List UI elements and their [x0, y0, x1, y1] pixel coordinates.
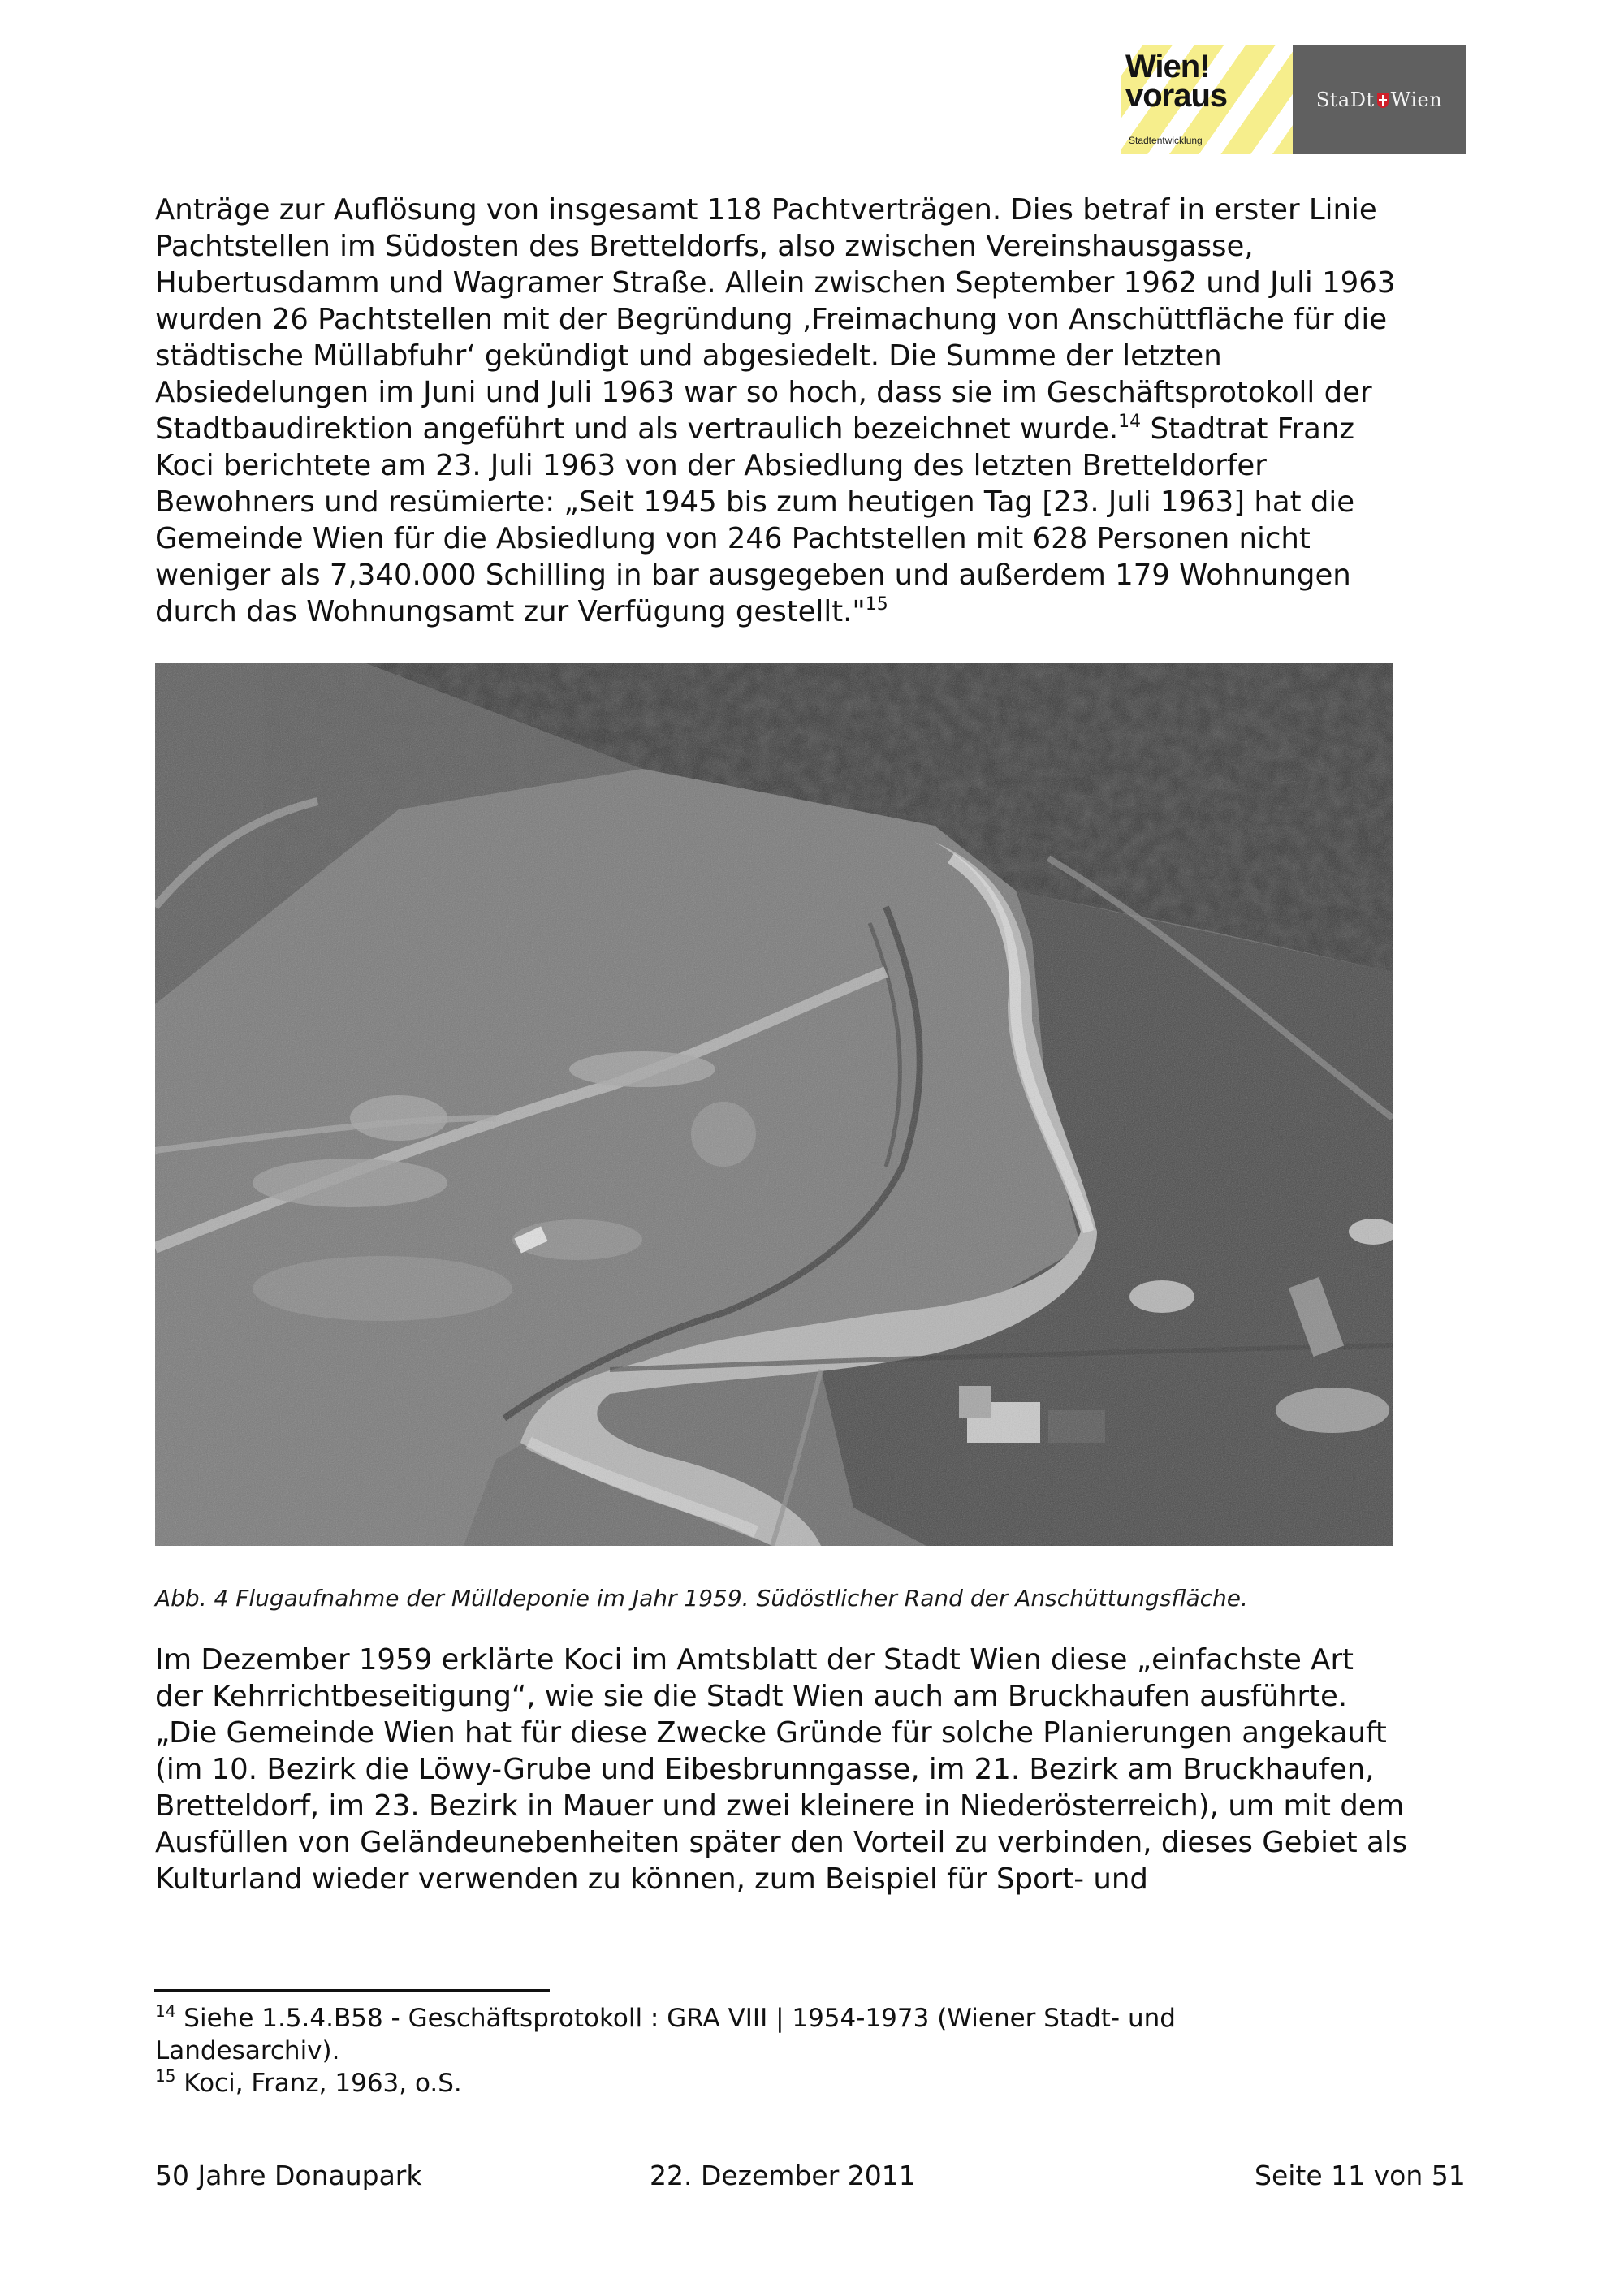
body-paragraph-1 [155, 192, 1487, 630]
text-segment: Stadtrat Franz [1141, 412, 1354, 446]
text-line: Im Dezember 1959 erklärte Koci im Amtsblatt der Stadt Wien diese „einfachste Art [155, 1643, 1354, 1677]
aerial-photo-landfill [155, 663, 1393, 1546]
vienna-shield-icon [1377, 93, 1389, 108]
text-line: Anträge zur Auflösung von insgesamt 118 Pachtverträgen. Dies betraf in erster Linie [155, 193, 1377, 227]
text-line: Bretteldorf, im 23. Bezirk in Mauer und zwei kleinere in Niederösterreich), um mit dem [155, 1789, 1405, 1823]
text-line: städtische Müllabfuhr‘ gekündigt und abgesiedelt. Die Summe der letzten [155, 339, 1222, 373]
body-paragraph-2 [155, 1642, 1487, 1897]
text-line: der Kehrrichtbeseitigung“, wie sie die Stadt Wien auch am Bruckhaufen ausführte. [155, 1680, 1348, 1713]
logo-stadt-text: StaDt [1315, 88, 1375, 111]
logo-subtitle: Stadtentwicklung [1129, 135, 1203, 146]
photo-illustration [155, 663, 1393, 1546]
footnote-text: Landesarchiv). [155, 2036, 340, 2065]
text-line: Absiedelungen im Juni und Juli 1963 war so hoch, dass sie im Geschäftsprotokoll der [155, 376, 1372, 409]
text-line: Pachtstellen im Südosten des Bretteldorfs, also zwischen Vereinshausgasse, [155, 230, 1254, 263]
text-line [155, 593, 1487, 630]
stadt-wien-wordmark [1316, 88, 1442, 111]
footnote-text: Koci, Franz, 1963, o.S. [175, 2069, 462, 2098]
footnote-ref-15[interactable]: 15 [865, 594, 888, 615]
footnote-15 [155, 2067, 1176, 2100]
text-line: Gemeinde Wien für die Absiedlung von 246 Pachtstellen mit 628 Personen nicht [155, 522, 1311, 555]
footer-document-title: 50 Jahre Donaupark [155, 2160, 422, 2191]
wien-voraus-logo [1121, 45, 1293, 154]
footnote-separator [154, 1989, 550, 1992]
figure-caption: Abb. 4 Flugaufnahme der Mülldeponie im Jahr 1959. Südöstlicher Rand der Anschüttungsfläche. [155, 1585, 1248, 1612]
text-line: Hubertusdamm und Wagramer Straße. Allein zwischen September 1962 und Juli 1963 [155, 266, 1396, 300]
text-segment: durch das Wohnungsamt zur Verfügung gestellt." [155, 595, 866, 628]
logo-wien-text: Wien [1390, 88, 1443, 111]
logo-wordmark [1125, 49, 1228, 114]
footnote-14 [155, 2002, 1176, 2035]
footnotes [155, 2002, 1176, 2100]
text-segment: Stadtbaudirektion angeführt und als vertraulich bezeichnet wurde. [155, 412, 1119, 446]
text-line: wurden 26 Pachtstellen mit der Begründung ‚Freimachung von Anschüttfläche für die [155, 303, 1388, 336]
text-line: weniger als 7,340.000 Schilling in bar ausgegeben und außerdem 179 Wohnungen [155, 559, 1351, 592]
text-line [155, 411, 1487, 447]
text-line: (im 10. Bezirk die Löwy-Grube und Eibesbrunngasse, im 21. Bezirk am Bruckhaufen, [155, 1753, 1375, 1786]
footnote-ref-14[interactable]: 14 [1118, 412, 1142, 432]
footnote-text: Siehe 1.5.4.B58 - Geschäftsprotokoll : GRA VIII | 1954-1973 (Wiener Stadt- und [175, 2004, 1176, 2033]
text-line: Koci berichtete am 23. Juli 1963 von der Absiedlung des letzten Bretteldorfer [155, 449, 1267, 482]
footer-date: 22. Dezember 2011 [650, 2160, 916, 2191]
text-line: Bewohners und resümierte: „Seit 1945 bis zum heutigen Tag [23. Juli 1963] hat die [155, 486, 1355, 519]
logo-line1: Wien! [1125, 49, 1210, 84]
logo-line2: voraus [1125, 78, 1228, 114]
text-line: Kulturland wieder verwenden zu können, zum Beispiel für Sport- und [155, 1862, 1148, 1896]
text-line: „Die Gemeinde Wien hat für diese Zwecke Gründe für solche Planierungen angekauft [155, 1716, 1387, 1750]
stadt-wien-logo [1293, 45, 1466, 154]
header-logo [1121, 45, 1466, 154]
text-line: Ausfüllen von Geländeunebenheiten später den Vorteil zu verbinden, dieses Gebiet als [155, 1826, 1408, 1859]
footnote-number: 15 [155, 2066, 176, 2086]
footer-page-number: Seite 11 von 51 [1255, 2160, 1466, 2191]
footnote-number: 14 [155, 2001, 176, 2021]
